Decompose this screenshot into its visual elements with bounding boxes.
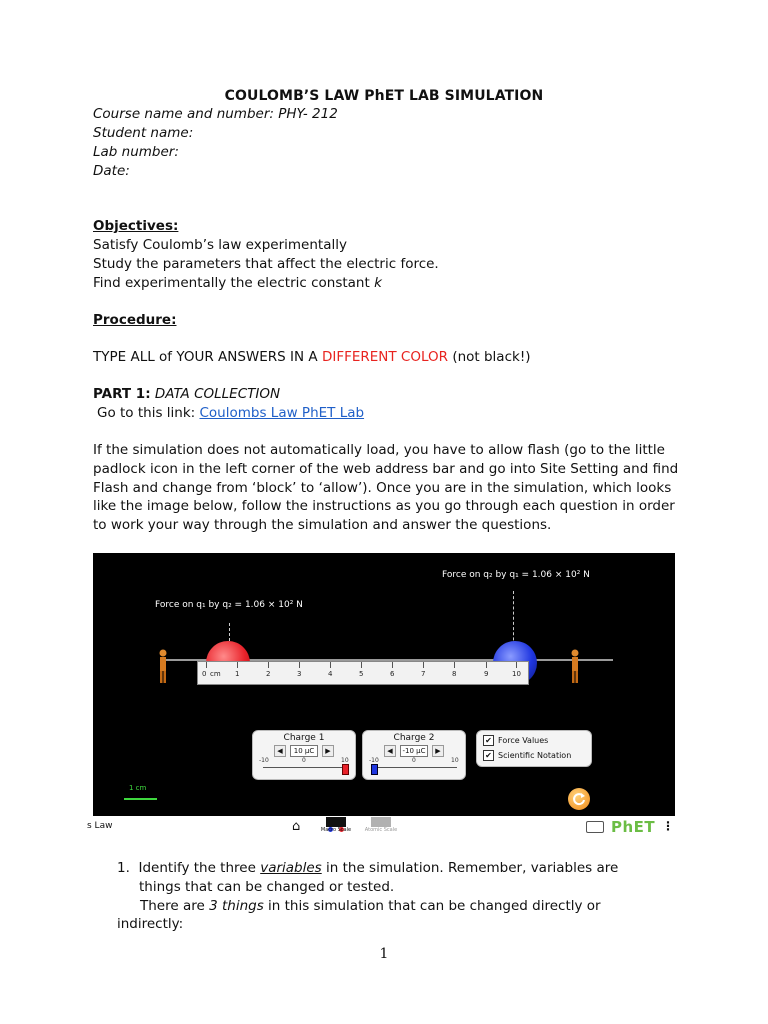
slider-max: 10 xyxy=(341,757,349,764)
menu-icon[interactable]: ⋮ xyxy=(662,819,674,833)
simulation-nav-bar xyxy=(87,816,675,840)
charge2-panel xyxy=(362,730,466,780)
ruler-number: 8 xyxy=(452,670,457,678)
objective-item: Satisfy Coulomb’s law experimentally xyxy=(93,237,347,253)
document-title: COULOMB’S LAW PhET LAB SIMULATION xyxy=(224,88,544,104)
charge2-slider-track[interactable] xyxy=(373,767,457,768)
instruction-line: TYPE ALL of YOUR ANSWERS IN A DIFFERENT COLOR (not black!) xyxy=(93,349,531,365)
charge1-increase-button[interactable]: ▶ xyxy=(322,745,334,757)
ruler-number: 5 xyxy=(359,670,364,678)
ruler-number: 2 xyxy=(266,670,271,678)
slider-mid: 0 xyxy=(302,757,306,764)
slider-max: 10 xyxy=(451,757,459,764)
charge2-decrease-button[interactable]: ◀ xyxy=(384,745,396,757)
atomic-scale-tab[interactable]: Atomic Scale xyxy=(363,817,399,839)
charge1-decrease-button[interactable]: ◀ xyxy=(274,745,286,757)
question-1-line2: things that can be changed or tested. xyxy=(139,879,395,895)
charge2-title: Charge 2 xyxy=(393,733,435,743)
force-values-checkbox[interactable]: ✔ Force Values xyxy=(483,735,548,746)
slider-min: -10 xyxy=(369,757,379,764)
course-line: Course name and number: PHY- 212 xyxy=(93,106,338,122)
ruler-unit: cm xyxy=(210,670,221,678)
slider-mid: 0 xyxy=(412,757,416,764)
different-color-text: DIFFERENT COLOR xyxy=(321,349,449,365)
charge2-value: -10 μC xyxy=(400,745,428,757)
right-person-icon xyxy=(569,649,581,685)
ruler-number: 10 xyxy=(512,670,521,678)
question-1-line1: 1. Identify the three variables in the simulation. Remember, variables are xyxy=(117,860,619,876)
lab-number-line: Lab number: xyxy=(93,144,179,160)
keyboard-icon[interactable] xyxy=(586,821,604,833)
ruler-number: 7 xyxy=(421,670,426,678)
reset-icon[interactable] xyxy=(568,788,590,810)
ruler[interactable] xyxy=(197,661,529,685)
student-name-line: Student name: xyxy=(93,125,194,141)
charge2-slider-thumb[interactable] xyxy=(371,764,378,775)
procedure-heading: Procedure: xyxy=(93,312,177,328)
options-panel xyxy=(476,730,592,767)
ruler-number: 3 xyxy=(297,670,302,678)
scientific-notation-checkbox[interactable]: ✔ Scientific Notation xyxy=(483,750,571,761)
ruler-number: 1 xyxy=(235,670,240,678)
slider-min: -10 xyxy=(259,757,269,764)
simulation-screenshot xyxy=(93,553,675,816)
link-line: Go to this link: Coulombs Law PhET Lab xyxy=(97,405,365,421)
charge1-value: 10 μC xyxy=(290,745,318,757)
force-label-left: Force on q₁ by q₂ = 1.06 × 10² N xyxy=(155,600,303,610)
left-person-icon xyxy=(157,649,169,685)
scale-label: 1 cm xyxy=(129,784,147,792)
ruler-number: 4 xyxy=(328,670,333,678)
charge1-slider-track[interactable] xyxy=(263,767,347,768)
objectives-heading: Objectives: xyxy=(93,218,179,234)
charge2-increase-button[interactable]: ▶ xyxy=(432,745,444,757)
instructions-paragraph: If the simulation does not automatically load, you have to allow flash (go to the little padlock icon in the left corner of the web address bar and go into Site Setting and find Flash and change from ‘block’ to ‘allow’). Once you are in the simulation, which looks like the image below, follow the instructions as you go through each question in order to work your way through the simulation and answer the questions. xyxy=(93,442,679,534)
objective-item: Find experimentally the electric constant k xyxy=(93,275,382,291)
charge1-panel xyxy=(252,730,356,780)
phet-logo[interactable]: PhET xyxy=(611,818,656,836)
date-line: Date: xyxy=(93,163,130,179)
scale-bar xyxy=(124,798,157,800)
page-number: 1 xyxy=(379,946,389,962)
ruler-number: 6 xyxy=(390,670,395,678)
charge1-slider-thumb[interactable] xyxy=(342,764,349,775)
objective-item: Study the parameters that affect the electric force. xyxy=(93,256,439,272)
part1-heading: PART 1: DATA COLLECTION xyxy=(93,386,281,402)
macro-scale-tab[interactable]: Macro Scale xyxy=(318,817,354,839)
sim-title-fragment: s Law xyxy=(87,821,113,831)
k-symbol: k xyxy=(374,275,382,291)
phet-lab-link[interactable]: Coulombs Law PhET Lab xyxy=(199,405,365,421)
question-1-line3: There are 3 things in this simulation that can be changed directly or xyxy=(140,898,601,914)
ruler-number: 9 xyxy=(484,670,489,678)
question-1-line4: indirectly: xyxy=(117,916,184,932)
force-label-right: Force on q₂ by q₁ = 1.06 × 10² N xyxy=(442,570,590,580)
charge1-title: Charge 1 xyxy=(283,733,325,743)
ruler-number: 0 xyxy=(202,670,207,678)
home-icon[interactable]: ⌂ xyxy=(292,819,301,834)
